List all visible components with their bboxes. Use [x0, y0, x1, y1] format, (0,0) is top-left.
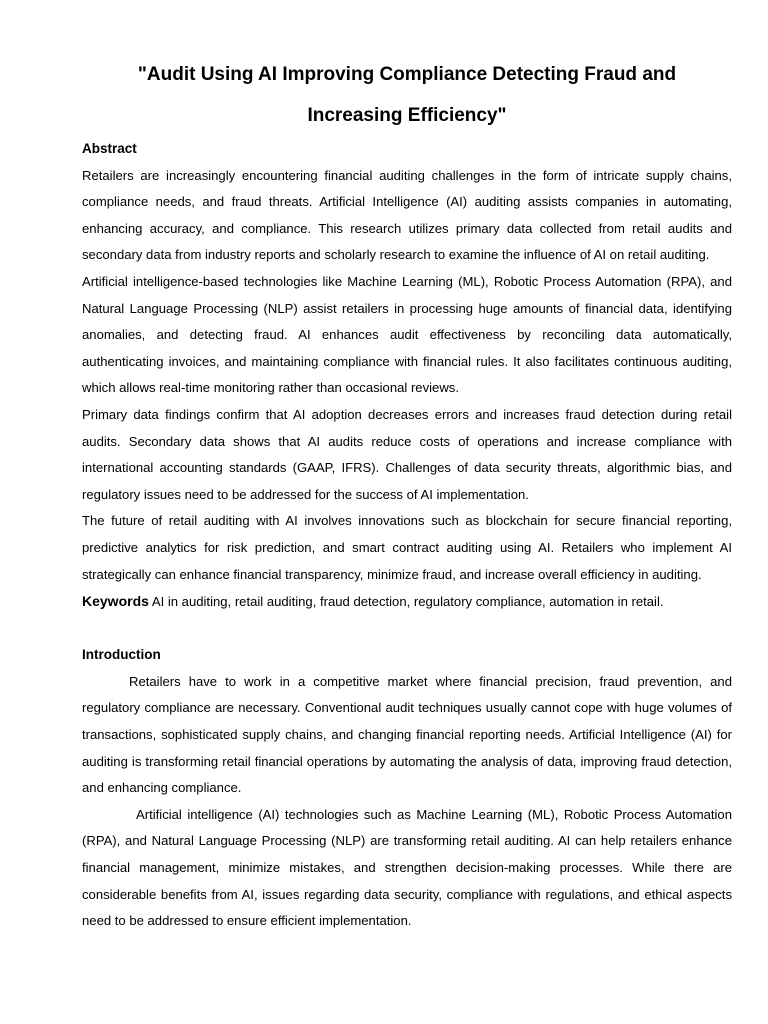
- document-page: [82, 54, 732, 935]
- introduction-paragraph-1: Retailers have to work in a competitive market where financial precision, fraud prevention, and regulatory compliance are necessary. Conventional audit techniques usually cannot cope with huge volumes of transactions, sophisticated supply chains, and changing financial reporting needs. Artificial Intelligence (AI) for auditing is transforming retail financial operations by automating the analysis of data, improving fraud detection, and enhancing compliance.: [82, 673, 732, 796]
- abstract-paragraph-1: Retailers are increasingly encountering financial auditing challenges in the form of intricate supply chains, compliance needs, and fraud threats. Artificial Intelligence (AI) auditing assists companies in automating, enhancing accuracy, and compliance. This research utilizes primary data collected from retail audits and secondary data from industry reports and scholarly research to examine the influence of AI on retail auditing.: [82, 167, 732, 263]
- section-spacer: [82, 616, 732, 643]
- introduction-heading: Introduction: [82, 647, 161, 663]
- paper-title: "Audit Using AI Improving Compliance Detecting Fraud and Increasing Efficiency": [137, 64, 677, 126]
- abstract-paragraph-3: Primary data findings confirm that AI adoption decreases errors and increases fraud detection during retail audits. Secondary data shows that AI audits reduce costs of operations and increase compliance with international accounting standards (GAAP, IFRS). Challenges of data security threats, algorithmic bias, and regulatory issues need to be addressed for the success of AI implementation.: [82, 406, 732, 502]
- keywords-line: [82, 588, 732, 616]
- abstract-heading: Abstract: [82, 141, 137, 156]
- keywords-label: Keywords: [82, 593, 149, 610]
- introduction-section: [82, 642, 732, 935]
- abstract-paragraph-2: Artificial intelligence-based technologies like Machine Learning (ML), Robotic Process Automation (RPA), and Natural Language Processing (NLP) assist retailers in processing huge amounts of financial data, identifying anomalies, and detecting fraud. AI enhances audit effectiveness by reconciling data automatically, authenticating invoices, and maintaining compliance with financial rules. It also facilitates continuous auditing, which allows real-time monitoring rather than occasional reviews.: [82, 273, 732, 396]
- abstract-paragraph-4: The future of retail auditing with AI involves innovations such as blockchain for secure financial reporting, predictive analytics for risk prediction, and smart contract auditing using AI. Retailers who implement AI strategically can enhance financial transparency, minimize fraud, and increase overall efficiency in auditing.: [82, 513, 732, 582]
- keywords-text: AI in auditing, retail auditing, fraud detection, regulatory compliance, automation in retail.: [148, 594, 664, 610]
- abstract-section: [82, 136, 732, 616]
- introduction-paragraph-2: Artificial intelligence (AI) technologies such as Machine Learning (ML), Robotic Process Automation (RPA), and Natural Language Processing (NLP) are transforming retail auditing. AI can help retailers enhance financial management, minimize mistakes, and strengthen decision-making processes. While there are considerable benefits from AI, issues regarding data security, compliance with regulations, and ethical aspects need to be addressed to ensure efficient implementation.: [82, 806, 732, 929]
